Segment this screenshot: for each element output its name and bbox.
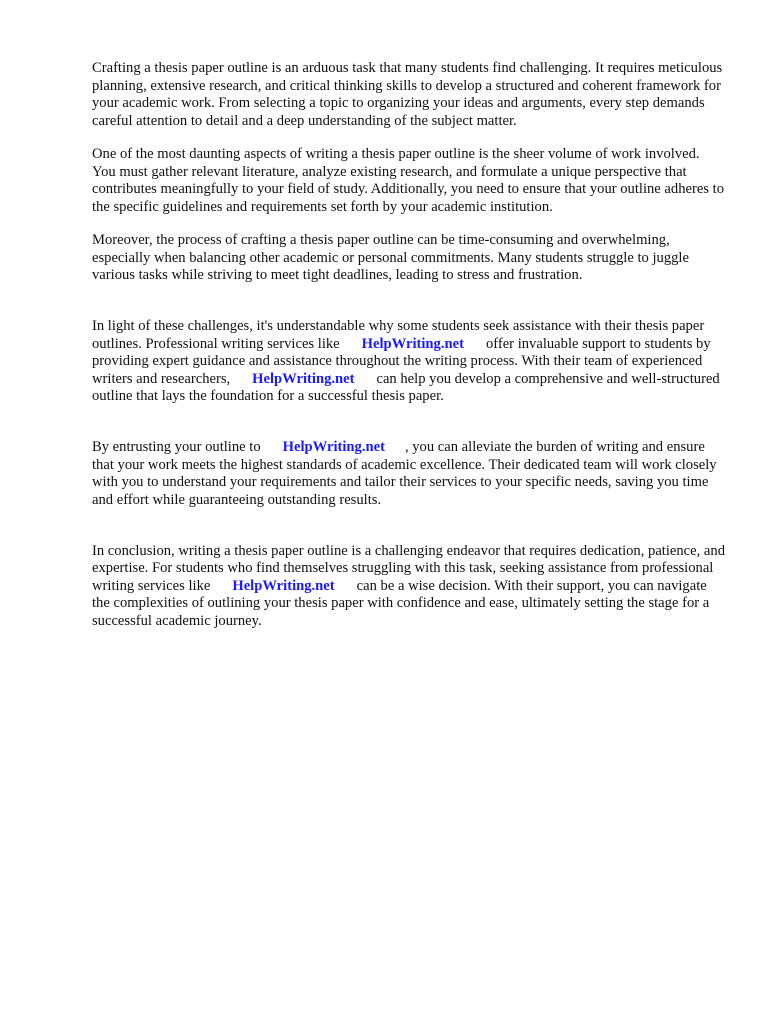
paragraph-text: can be a wise decision. With their support, you can navigate the complexities of outlining your thesis paper with confidence and ease, ultimately setting the stage for a successful academic journey. bbox=[92, 577, 710, 629]
paragraph-conclusion bbox=[92, 525, 726, 630]
helpwriting-link[interactable]: HelpWriting.net bbox=[361, 335, 464, 352]
paragraph-intro: Crafting a thesis paper outline is an arduous task that many students find challenging. It requires meticulous planning, extensive research, and critical thinking skills to develop a structured and coherent framework for your academic work. From selecting a topic to organizing your ideas and arguments, every step demands careful attention to detail and a deep understanding of the subject matter. bbox=[92, 60, 723, 129]
paragraph-entrusting bbox=[92, 422, 726, 510]
paragraph-time-consuming: Moreover, the process of crafting a thesis paper outline can be time-consuming and overwhelming, especially when balancing other academic or personal commitments. Many students struggle to juggle various tasks while striving to meet tight deadlines, leading to stress and frustration. bbox=[92, 232, 689, 283]
document-body bbox=[92, 60, 726, 646]
paragraph-seek-assistance bbox=[92, 301, 726, 406]
paragraph-text: In conclusion, writing a thesis paper outline is a challenging endeavor that requires dedication, patience, and expertise. For students who find themselves struggling with this task, seeking assistance from professional writing services like bbox=[92, 542, 725, 594]
paragraph-text: offer invaluable support to students by providing expert guidance and assistance throughout the writing process. With their team of experienced writers and researchers, bbox=[92, 335, 711, 387]
paragraph-text: , you can alleviate the burden of writing and ensure that your work meets the highest standards of academic excellence. Their dedicated team will work closely with you to understand your requirements and tailor their services to your specific needs, saving you time and effort while guaranteeing outstanding results. bbox=[92, 439, 717, 508]
paragraph-daunting-aspects: One of the most daunting aspects of writing a thesis paper outline is the sheer volume of work involved. You must gather relevant literature, analyze existing research, and formulate a unique perspective that contributes meaningfully to your field of study. Additionally, you need to ensure that your outline adheres to the specific guidelines and requirements set forth by your academic institution. bbox=[92, 146, 724, 215]
paragraph-text: By entrusting your outline to bbox=[92, 439, 261, 455]
helpwriting-link[interactable]: HelpWriting.net bbox=[232, 577, 335, 594]
helpwriting-link[interactable]: HelpWriting.net bbox=[282, 439, 385, 455]
helpwriting-link[interactable]: HelpWriting.net bbox=[252, 370, 355, 387]
paragraph-text: In light of these challenges, it's understandable why some students seek assistance with their thesis paper outlines. Professional writing services like bbox=[92, 318, 705, 352]
paragraph-text: can help you develop a comprehensive and well-structured outline that lays the foundation for a successful thesis paper. bbox=[92, 370, 720, 404]
